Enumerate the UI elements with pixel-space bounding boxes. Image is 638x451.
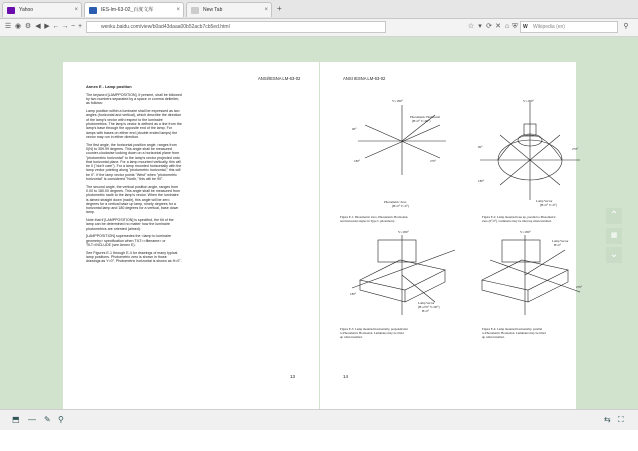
annex-text: [86, 85, 182, 267]
paragraph: Lamp position within a luminaire shall be expressed as two angles (horizontal and vertical), which describe the direction of the lamp's vector with respect to the luminaire photometrics. The lamp's vector is defined as a line from the lamp's base through the opposite end of the lamp. For lamps with bases on either end (double ended lamps) the vector may run in either direction.: [86, 109, 182, 139]
chevron-down-icon: ⌄: [609, 249, 619, 260]
page-number: 13: [290, 374, 296, 379]
zoom-out-icon[interactable]: −: [70, 23, 76, 30]
page-number: 14: [343, 374, 349, 379]
page-header: ANSI IESNA LM-63-02: [343, 76, 386, 81]
baidu-favicon-icon: [89, 7, 97, 14]
back-arrow-icon[interactable]: ←: [52, 23, 60, 30]
page-header: ANSI/IESNA LM-63-02: [258, 76, 301, 81]
status-bar: [0, 430, 638, 451]
side-toolbar[interactable]: [606, 228, 622, 244]
new-tab-button[interactable]: +: [277, 4, 282, 13]
minus-icon[interactable]: —: [28, 415, 36, 424]
lamp-position-figures: [340, 90, 620, 370]
label-photometric-horizontal: Photometric Horizontal: [410, 115, 441, 119]
tab-label: Yahoo: [19, 7, 34, 13]
navigation-bar: [0, 19, 638, 37]
fullscreen-icon[interactable]: ⛶: [618, 415, 624, 424]
search-icon[interactable]: ⚲: [58, 415, 64, 424]
label-v180: V=180°: [398, 230, 409, 234]
bottom-toolbar: [0, 409, 638, 430]
shield-icon[interactable]: ⛨: [512, 23, 518, 30]
wikipedia-icon: W: [523, 24, 528, 30]
home-icon[interactable]: ⌂: [504, 23, 510, 30]
paragraph: See Figures E-1 through E-4 for drawings of many typical lamp positions. Photometric zero is shown in those drawings as Y=0°. Photometric horizontal is shown as H=0°.: [86, 250, 182, 264]
figure-e4-lamp: [482, 235, 580, 315]
label-h0: H=0°: [554, 243, 561, 247]
label-h90: 90°: [352, 127, 357, 131]
tab-new[interactable]: [186, 2, 272, 17]
label-h0: H=0°: [422, 309, 429, 313]
figure-e2-lamp: [480, 102, 580, 200]
reload-icon[interactable]: ⟳: [486, 23, 492, 30]
label-zero-coords: (H=0° V=0°): [392, 204, 409, 208]
paragraph: Note that if [LAMPPOSITION] is specified, the tilt of the lamp can be determined no matter how the luminaire photometrics are oriented (aimed).: [86, 218, 174, 231]
forward-icon[interactable]: ▶: [44, 23, 50, 30]
zoom-in-icon[interactable]: +: [77, 23, 83, 30]
chevron-up-icon: ⌃: [609, 210, 619, 221]
bookmark-icon[interactable]: ⬒: [12, 415, 20, 424]
menu-icon[interactable]: ☰: [4, 23, 12, 30]
address-text: wenku.baidu.com/view/b0ad43daaa00b52acb7cb5ed.html: [101, 24, 230, 30]
label-v180: V=180°: [523, 99, 534, 103]
label-h270: 270°: [430, 159, 437, 163]
paragraph: The first angle, the horizontal position angle, ranges from 0(N) to 359.99 degrees. This angle shall be measured counter-clockwise looking down on a horizontal plane from "photometric horizontal" to the lamp's vector projected onto that horizontal plane. For a lamp mounted vertically, this will be 0 ("don't care"). For a lamp mounted horizontally with the lamp vector pointing along "photometric horizontal," this will be 0°. If the lamp vector points "West" when "photometric horizontal" is considered "North," this will be 90°.: [86, 142, 182, 182]
label-h180: 180°: [478, 179, 485, 183]
edit-icon[interactable]: ✎: [44, 415, 51, 424]
settings-icon[interactable]: ⚙: [24, 23, 32, 30]
label-lamp-vector: Lamp Vector: [418, 301, 435, 305]
page-down-button[interactable]: [606, 247, 622, 263]
tab-label: New Tab: [203, 7, 223, 13]
search-placeholder: Wikipedia (en): [533, 24, 565, 30]
caption-figure-e2: Figure E-2: Lamp mounted base up, parallel to Photometric Zero (0°,0°). Luminaire may be tilted up when installed.: [482, 215, 556, 223]
arrow-icon[interactable]: ⇆: [604, 415, 611, 424]
label-horizontal-coords: (H=0° V=90°): [412, 119, 431, 123]
close-icon[interactable]: ×: [74, 7, 78, 13]
stop-icon[interactable]: ✕: [495, 23, 501, 30]
caption-figure-e4: Figure E-4: Lamp mounted horizontally, parallel to Photometric Horizontal. Luminaire may be tilted up when installed.: [482, 327, 546, 339]
label-lamp-vector-coords2: (H=270° V=90°): [418, 305, 440, 309]
paragraph: The second angle, the vertical position angle, ranges from 0.00 to 180.00 degrees. This angle shall be measured from photometric nadir to the lamp's vector. When the luminaire is aimed straight down (nadir), this angle will be zero degrees for a vertical base up lamp, ninety degrees for a horizontal lamp and 180 degrees for a vertical, base down lamp.: [86, 184, 181, 215]
label-h270: 270°: [576, 285, 583, 289]
label-photometric-zero: Photometric Zero: [384, 200, 407, 204]
search-input[interactable]: [520, 21, 618, 33]
label-v180: V=180°: [392, 99, 403, 103]
paragraph: [LAMPPOSITION] supersedes the <lamp to luminaire geometry> specification when TILT=<filename> or TILT=INCLUDE (see Annex E).: [86, 234, 171, 248]
label-h90: 90°: [478, 145, 483, 149]
paragraph: The keyword [LAMPPOSITION], if present, shall be followed by two numbers separated by a space or comma delimiter, as follows:: [86, 92, 182, 106]
dropdown-icon[interactable]: ▾: [478, 23, 482, 30]
tab-label: IES-lm-63-02_百度文库: [101, 7, 154, 13]
tab-bar: [0, 0, 638, 19]
annex-title: Annex E - Lamp position: [86, 84, 132, 89]
tab-yahoo[interactable]: [2, 2, 82, 17]
label-v180: V=180°: [520, 230, 531, 234]
grid-icon: ▦: [610, 232, 618, 239]
label-h180: 180°: [354, 159, 361, 163]
label-lamp-vector: Lamp Vector: [552, 239, 569, 243]
back-icon[interactable]: ◀: [35, 23, 41, 30]
globe-icon[interactable]: ◉: [14, 23, 22, 30]
caption-figure-e1: Figure E-1: Photometric Zero, Photometric Horizontal, and horizontal angles in Type C photometry.: [340, 215, 409, 223]
page-up-button[interactable]: [606, 208, 622, 224]
label-lamp-vector-coords: (H=0° V=0°): [540, 203, 557, 207]
star-icon[interactable]: ☆: [467, 23, 475, 30]
label-h270: 270°: [572, 147, 579, 151]
page-favicon-icon: [191, 7, 199, 14]
close-icon[interactable]: ×: [176, 7, 180, 13]
tab-wenku[interactable]: [84, 2, 184, 17]
close-icon[interactable]: ×: [264, 7, 268, 13]
label-lamp-vector: Lamp Vector: [536, 199, 553, 203]
caption-figure-e3: Figure E-3: Lamp mounted horizontally, perpendicular to Photometric Horizontal. Luminaire may be tilted up when installed.: [340, 327, 408, 339]
search-icon[interactable]: ⚲: [623, 23, 629, 30]
address-bar[interactable]: [86, 21, 386, 33]
yahoo-favicon-icon: [7, 7, 15, 14]
figure-e3-lamp: [352, 235, 455, 315]
forward-arrow-icon[interactable]: →: [61, 23, 69, 30]
label-h180: 180°: [350, 292, 357, 296]
